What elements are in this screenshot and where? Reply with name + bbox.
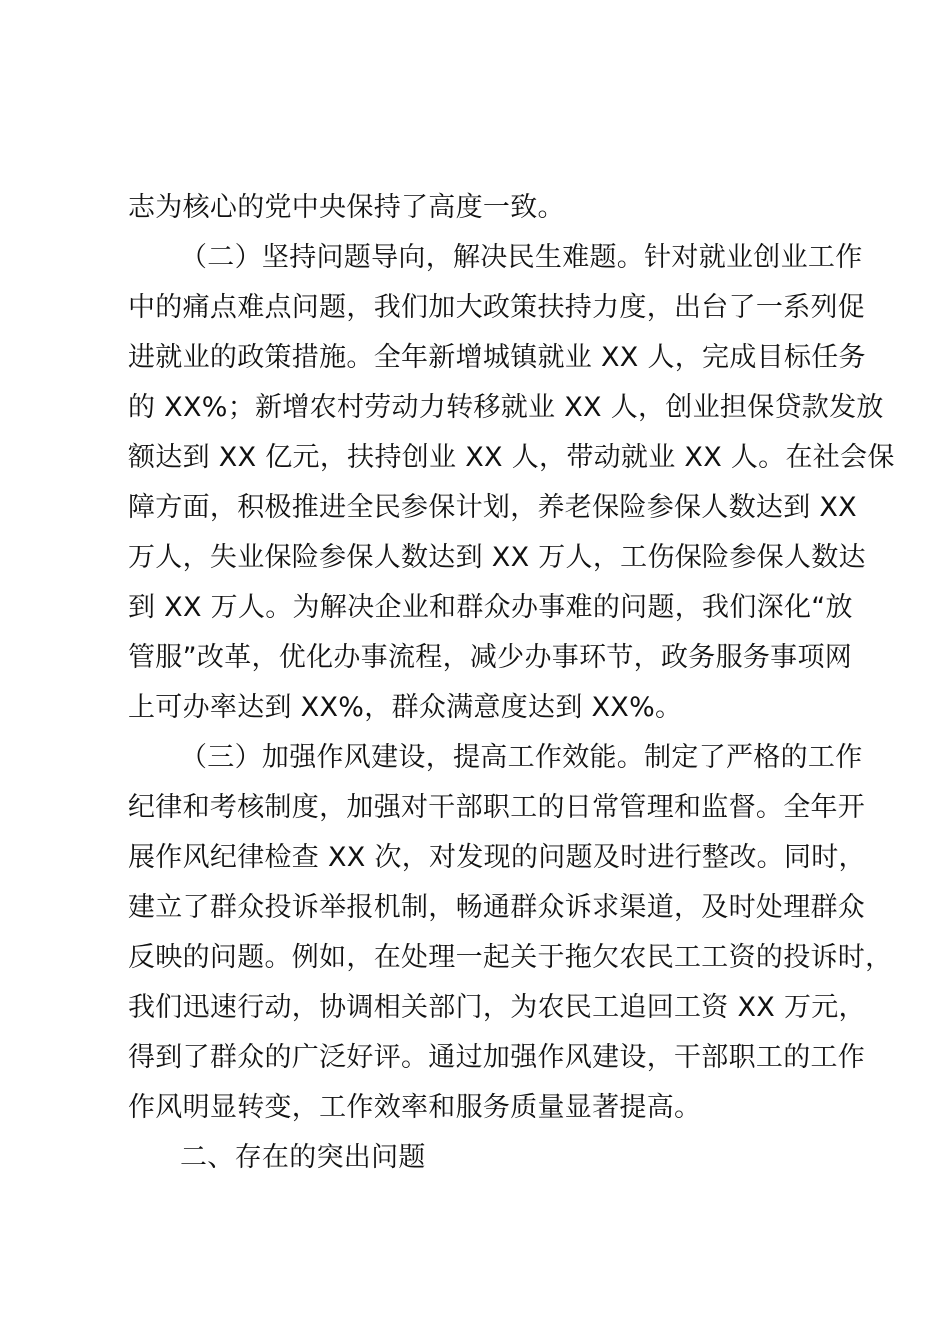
text-line: 进就业的政策措施。全年新增城镇就业 XX 人，完成目标任务 [128, 342, 866, 373]
text-line: 建立了群众投诉举报机制，畅通群众诉求渠道，及时处理群众 [128, 892, 866, 923]
text-line: 作风明显转变，工作效率和服务质量显著提高。 [128, 1092, 702, 1123]
section-heading-3-line: （三）加强作风建设，提高工作效能。制定了严格的工作 [180, 742, 863, 773]
text-line: 志为核心的党中央保持了高度一致。 [128, 192, 565, 223]
text-line: 管服”改革，优化办事流程，减少办事环节，政务服务事项网 [128, 642, 853, 673]
text-line: 额达到 XX 亿元，扶持创业 XX 人，带动就业 XX 人。在社会保 [128, 442, 895, 473]
text-line: 中的痛点难点问题，我们加大政策扶持力度，出台了一系列促 [128, 292, 866, 323]
text-line: 的 XX%；新增农村劳动力转移就业 XX 人，创业担保贷款发放 [128, 392, 884, 423]
text-line: 万人，失业保险参保人数达到 XX 万人，工伤保险参保人数达 [128, 542, 866, 573]
text-line: 障方面，积极推进全民参保计划，养老保险参保人数达到 XX [128, 492, 857, 523]
text-line: 展作风纪律检查 XX 次，对发现的问题及时进行整改。同时， [128, 842, 866, 873]
text-line: 得到了群众的广泛好评。通过加强作风建设，干部职工的工作 [128, 1042, 866, 1073]
text-line: 反映的问题。例如，在处理一起关于拖欠农民工工资的投诉时， [128, 942, 893, 973]
section-heading-2-line: （二）坚持问题导向，解决民生难题。针对就业创业工作 [180, 242, 863, 273]
text-line: 上可办率达到 XX%，群众满意度达到 XX%。 [128, 692, 683, 723]
text-line: 纪律和考核制度，加强对干部职工的日常管理和监督。全年开 [128, 792, 866, 823]
chapter-heading: 二、存在的突出问题 [180, 1142, 426, 1173]
text-line: 我们迅速行动，协调相关部门，为农民工追回工资 XX 万元， [128, 992, 866, 1023]
text-line: 到 XX 万人。为解决企业和群众办事难的问题，我们深化“放 [128, 592, 853, 623]
